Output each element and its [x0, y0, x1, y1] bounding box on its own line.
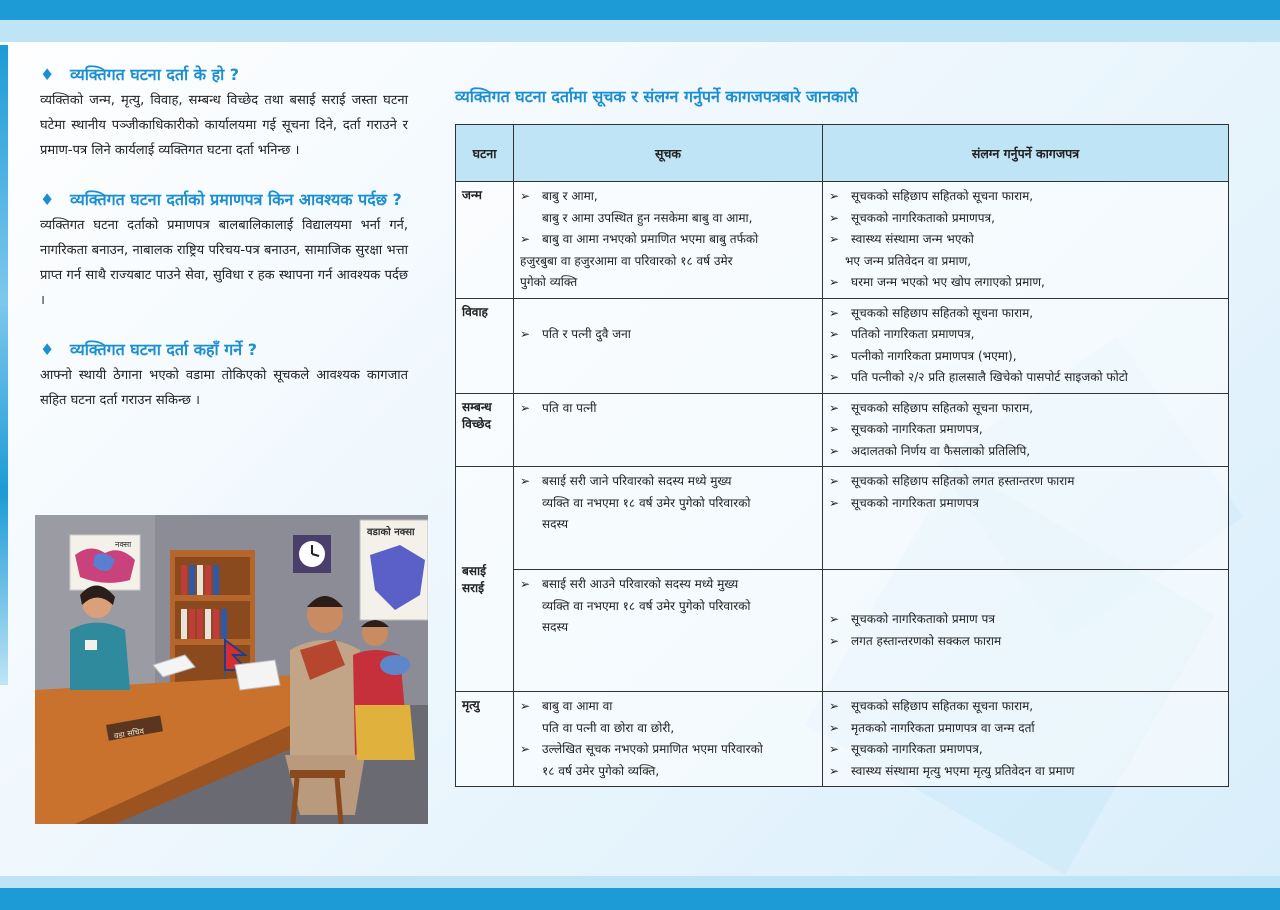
- list-item: व्यक्ति वा नभएमा १८ वर्ष उमेर पुगेको परिवारको: [542, 598, 751, 613]
- arrow-bullet-icon: ➢: [829, 612, 840, 626]
- arrow-bullet-icon: ➢: [829, 400, 840, 415]
- list-item: ➢ बाबु र आमा,: [520, 186, 816, 208]
- section-body: व्यक्तिको जन्म, मृत्यु, विवाह, सम्बन्ध विच्छेद तथा बसाई सराई जस्ता घटना घटेमा स्थानीय पञ्जीकाधिकारीको कार्यालयमा गई सूचना दिने, दर्ता गराउने र प्रमाण-पत्र लिने कार्यलाई व्यक्तिगत घटना दर्ता भनिन्छ ।: [40, 93, 408, 158]
- list-item: ➢ अदालतको निर्णय वा फैसलाको प्रतिलिपि,: [829, 441, 1222, 463]
- informant-cell: [514, 570, 823, 692]
- left-column: [40, 62, 408, 437]
- diamond-icon: ♦: [40, 340, 55, 359]
- arrow-bullet-icon: ➢: [829, 189, 840, 203]
- table-header-row: [456, 125, 1229, 182]
- informant-cell: [514, 182, 823, 299]
- list-item: ➢ पति वा पत्नी: [520, 398, 816, 420]
- section-heading: [40, 187, 408, 213]
- bottom-band: [0, 888, 1280, 910]
- header-event: घटना: [456, 125, 514, 182]
- office-illustration: [35, 515, 428, 824]
- list-item: ➢ लगत हस्तान्तरणको सक्कल फाराम: [829, 631, 1222, 653]
- informant-cell: [514, 298, 823, 393]
- section-heading: [40, 62, 408, 88]
- map-small-label: नक्सा: [115, 540, 132, 549]
- arrow-bullet-icon: ➢: [829, 305, 840, 320]
- list-item: ➢ पति र पत्नी दुवै जना: [520, 324, 816, 346]
- arrow-bullet-icon: ➢: [520, 400, 531, 415]
- table-row-migration-out: [456, 467, 1229, 570]
- table-row-marriage: [456, 298, 1229, 393]
- arrow-bullet-icon: ➢: [829, 348, 840, 363]
- arrow-bullet-icon: ➢: [829, 699, 840, 713]
- arrow-bullet-icon: ➢: [829, 763, 840, 778]
- informant-cell: [514, 692, 823, 787]
- list-item: ➢ उल्लेखित सूचक नभएको प्रमाणित भएमा परिवारको: [520, 739, 816, 761]
- list-item: सदस्य: [542, 620, 569, 634]
- documents-cell: [823, 182, 1229, 299]
- list-item: ➢ बसाई सरी आउने परिवारको सदस्य मध्ये मुख्य: [520, 574, 816, 596]
- list-item: ➢ बाबु वा आमा नभएको प्रमाणित भएमा बाबु तर्फको: [520, 229, 816, 251]
- arrow-bullet-icon: ➢: [829, 370, 840, 384]
- office-scene-graphic: [35, 515, 428, 824]
- list-item: ➢ सूचकको नागरिकताको प्रमाणपत्र,: [829, 208, 1222, 230]
- table-row-death: [456, 692, 1229, 787]
- list-item: १८ वर्ष उमेर पुगेको व्यक्ति,: [542, 763, 660, 778]
- table-row-migration-in: [456, 570, 1229, 692]
- diamond-icon: ♦: [40, 190, 55, 209]
- arrow-bullet-icon: ➢: [829, 275, 840, 289]
- list-item: ➢ सूचकको सहिछाप सहितको सूचना फाराम,: [829, 303, 1222, 325]
- section-where: [40, 337, 408, 413]
- documents-cell: [823, 298, 1229, 393]
- event-cell: [456, 467, 514, 692]
- arrow-bullet-icon: ➢: [829, 742, 840, 756]
- event-label-line: सराई: [462, 581, 485, 595]
- section-heading-text: व्यक्तिगत घटना दर्ता के हो ?: [70, 65, 240, 84]
- section-heading-text: व्यक्तिगत घटना दर्ता कहाँ गर्ने ?: [70, 340, 257, 359]
- list-item: ➢ सूचकको नागरिकता प्रमाणपत्र,: [829, 419, 1222, 441]
- arrow-bullet-icon: ➢: [829, 232, 840, 246]
- documents-cell: [823, 467, 1229, 570]
- documents-cell: [823, 692, 1229, 787]
- event-cell: [456, 393, 514, 467]
- arrow-bullet-icon: ➢: [520, 189, 531, 203]
- list-item: ➢ पतिको नागरिकता प्रमाणपत्र,: [829, 324, 1222, 346]
- list-item: ➢ सूचकको सहिछाप सहितको सूचना फाराम,: [829, 186, 1222, 208]
- list-item: ➢ पत्नीको नागरिकता प्रमाणपत्र (भएमा),: [829, 346, 1222, 368]
- list-item: पति वा पत्नी वा छोरा वा छोरी,: [542, 720, 675, 735]
- table-title: व्यक्तिगत घटना दर्तामा सूचक र संलग्न गर्नुपर्ने कागजपत्रबारे जानकारी: [455, 87, 859, 106]
- left-edge-strip: [0, 45, 8, 685]
- list-item: ➢ पति पत्नीको २/२ प्रति हालसालै खिचेको पासपोर्ट साइजको फोटो: [829, 367, 1222, 389]
- arrow-bullet-icon: ➢: [829, 720, 840, 735]
- arrow-bullet-icon: ➢: [520, 232, 531, 246]
- list-item: ➢ सूचकको नागरिकता प्रमाणपत्र,: [829, 739, 1222, 761]
- list-item: व्यक्ति वा नभएमा १८ वर्ष उमेर पुगेको परिवारको: [542, 495, 751, 510]
- informant-cell: [514, 467, 823, 570]
- ward-map-label: वडाको नक्सा: [367, 527, 415, 538]
- arrow-bullet-icon: ➢: [520, 577, 531, 591]
- event-cell: विवाह: [456, 298, 514, 393]
- list-item: ➢ घरमा जन्म भएको भए खोप लगाएको प्रमाण,: [829, 272, 1222, 294]
- event-label-line: विच्छेद: [462, 416, 491, 431]
- section-heading-text: व्यक्तिगत घटना दर्ताको प्रमाणपत्र किन आवश्यक पर्दछ ?: [70, 190, 402, 209]
- arrow-bullet-icon: ➢: [520, 474, 531, 488]
- arrow-bullet-icon: ➢: [829, 443, 840, 458]
- event-cell: जन्म: [456, 182, 514, 299]
- top-band-light: [0, 20, 1280, 42]
- diamond-icon: ♦: [40, 65, 55, 84]
- event-label-line: बसाई: [462, 564, 486, 578]
- documents-cell: [823, 570, 1229, 692]
- table-row-birth: [456, 182, 1229, 299]
- arrow-bullet-icon: ➢: [829, 422, 840, 436]
- list-item: ➢ बाबु वा आमा वा: [520, 696, 816, 718]
- informant-cell: [514, 393, 823, 467]
- list-item: ➢ सूचकको सहिछाप सहितको लगत हस्तान्तरण फाराम: [829, 471, 1222, 493]
- list-item: ➢ बसाई सरी जाने परिवारको सदस्य मध्ये मुख्य: [520, 471, 816, 493]
- arrow-bullet-icon: ➢: [520, 742, 531, 756]
- arrow-bullet-icon: ➢: [829, 210, 840, 225]
- arrow-bullet-icon: ➢: [829, 474, 840, 488]
- top-band: [0, 0, 1280, 20]
- section-body: आफ्नो स्थायी ठेगाना भएको वडामा तोकिएको सूचकले आवश्यक कागजात सहित घटना दर्ता गराउन सकिन्छ ।: [40, 368, 408, 408]
- list-item: ➢ मृतकको नागरिकता प्रमाणपत्र वा जन्म दर्ता: [829, 718, 1222, 740]
- list-item: हजुरबुबा वा हजुरआमा वा परिवारको १८ वर्ष उमेर: [520, 253, 733, 268]
- documents-cell: [823, 393, 1229, 467]
- table-row-divorce: [456, 393, 1229, 467]
- list-item: भए जन्म प्रतिवेदन वा प्रमाण,: [845, 253, 972, 268]
- list-item: ➢ सूचकको नागरिकता प्रमाणपत्र: [829, 493, 1222, 515]
- list-item: सदस्य: [542, 517, 569, 531]
- arrow-bullet-icon: ➢: [829, 495, 840, 510]
- header-documents: संलग्न गर्नुपर्ने कागजपत्र: [823, 125, 1229, 182]
- arrow-bullet-icon: ➢: [520, 699, 531, 713]
- event-cell: मृत्यु: [456, 692, 514, 787]
- list-item: पुगेको व्यक्ति: [520, 275, 578, 289]
- section-body: व्यक्तिगत घटना दर्ताको प्रमाणपत्र बालबालिकालाई विद्यालयमा भर्ना गर्न, नागरिकता बनाउन, नाबालक राष्ट्रिय परिचय-पत्र बनाउन, सामाजिक सुरक्षा भत्ता प्राप्त गर्न साथै राज्यबाट पाउने सेवा, सुविधा र हक स्थापना गर्न आवश्यक पर्दछ ।: [40, 218, 408, 308]
- section-heading: [40, 337, 408, 363]
- list-item: ➢ स्वास्थ्य संस्थामा मृत्यु भएमा मृत्यु प्रतिवेदन वा प्रमाण: [829, 761, 1222, 783]
- list-item: बाबु र आमा उपस्थित हुन नसकेमा बाबु वा आमा,: [542, 210, 753, 225]
- nameplate-label: वडा सचिव: [113, 726, 145, 741]
- list-item: ➢ सूचकको सहिछाप सहितका सूचना फाराम,: [829, 696, 1222, 718]
- list-item: ➢ सूचकको सहिछाप सहितको सूचना फाराम,: [829, 398, 1222, 420]
- arrow-bullet-icon: ➢: [829, 327, 840, 341]
- event-label-line: सम्बन्ध: [462, 399, 492, 414]
- list-item: ➢ सूचकको नागरिकताको प्रमाण पत्र: [829, 609, 1222, 631]
- arrow-bullet-icon: ➢: [520, 327, 531, 341]
- header-informant: सूचक: [514, 125, 823, 182]
- section-why-needed: [40, 187, 408, 313]
- info-table: [455, 124, 1229, 787]
- list-item: ➢ स्वास्थ्य संस्थामा जन्म भएको: [829, 229, 1222, 251]
- section-what-is: [40, 62, 408, 163]
- arrow-bullet-icon: ➢: [829, 633, 840, 648]
